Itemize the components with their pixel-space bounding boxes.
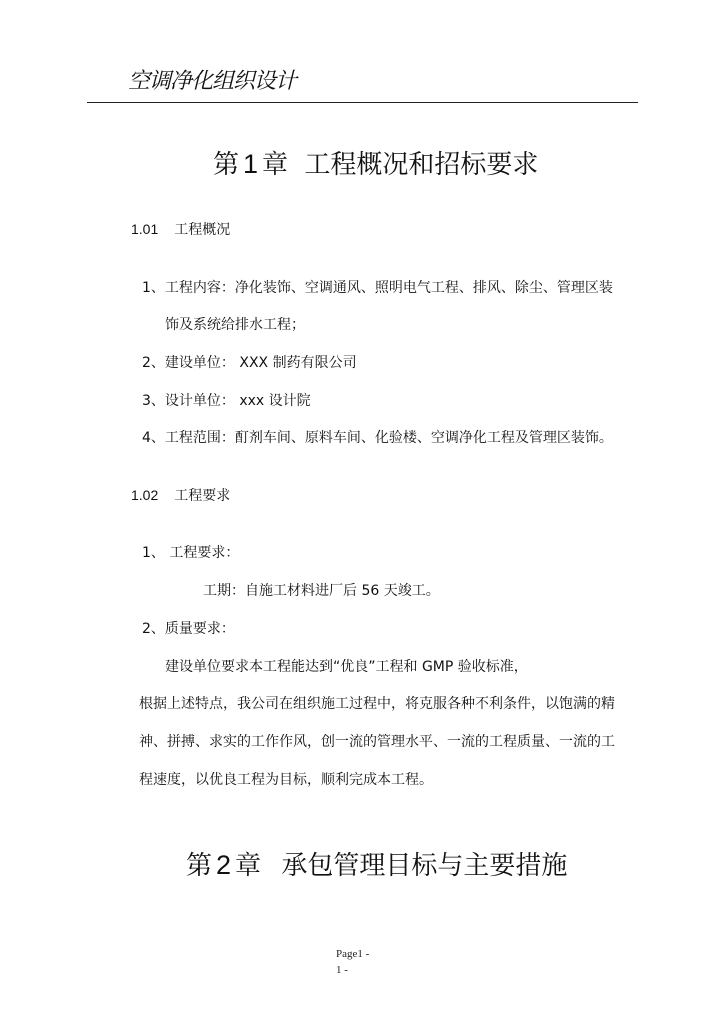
page-number-line-2: 1 -	[336, 964, 348, 976]
page-footer	[336, 946, 369, 978]
page-number-line-1: Page1 -	[336, 948, 370, 960]
section-1-02-number: 1.02	[131, 487, 159, 503]
overview-item-1-line-1: 1、工程内容：净化装饰、空调通风、照明电气工程、排风、除尘、管理区装	[142, 280, 613, 296]
requirement-2-label: 2、质量要求：	[142, 621, 235, 637]
chapter-2-title: 承包管理目标与主要措施	[281, 851, 568, 881]
header-divider	[87, 102, 638, 103]
section-1-01-title: 工程概况	[174, 222, 231, 238]
requirement-1-label: 1、 工程要求：	[142, 545, 240, 561]
chapter-2-prefix: 第	[186, 851, 213, 881]
paragraph-line-1: 根据上述特点，我公司在组织施工过程中，将克服各种不利条件，以饱满的精	[139, 696, 615, 712]
chapter-1-title: 工程概况和招标要求	[304, 150, 539, 180]
chapter-1-heading	[213, 144, 538, 181]
section-1-01-number: 1.01	[131, 221, 159, 237]
paragraph-line-2: 神、拼搏、求实的工作作风，创一流的管理水平、一流的工程质量、一流的工	[139, 734, 615, 750]
section-1-02-heading	[131, 485, 230, 505]
requirement-1-schedule: 工期：自施工材料进厂后 56 天竣工。	[203, 583, 440, 599]
overview-item-1-line-2: 饰及系统给排水工程；	[165, 317, 305, 333]
chapter-2-heading	[186, 845, 567, 882]
requirement-2-standard: 建设单位要求本工程能达到“优良”工程和 GMP 验收标准，	[165, 659, 528, 675]
overview-item-2: 2、建设单位： XXX 制药有限公司	[142, 355, 357, 371]
chapter-2-number: 2	[216, 850, 232, 880]
page-header-title: 空调净化组织设计	[128, 69, 297, 94]
chapter-1-suffix: 章	[262, 150, 289, 180]
paragraph-line-3: 程速度，以优良工程为目标，顺利完成本工程。	[139, 772, 433, 788]
section-1-01-heading	[131, 219, 230, 239]
chapter-2-suffix: 章	[235, 851, 262, 881]
chapter-1-number: 1	[243, 149, 259, 179]
overview-item-4: 4、工程范围：酊剂车间、原料车间、化验楼、空调净化工程及管理区装饰。	[142, 430, 613, 446]
overview-item-3: 3、设计单位： xxx 设计院	[142, 393, 311, 409]
chapter-1-prefix: 第	[213, 150, 240, 180]
section-1-02-title: 工程要求	[174, 488, 231, 504]
